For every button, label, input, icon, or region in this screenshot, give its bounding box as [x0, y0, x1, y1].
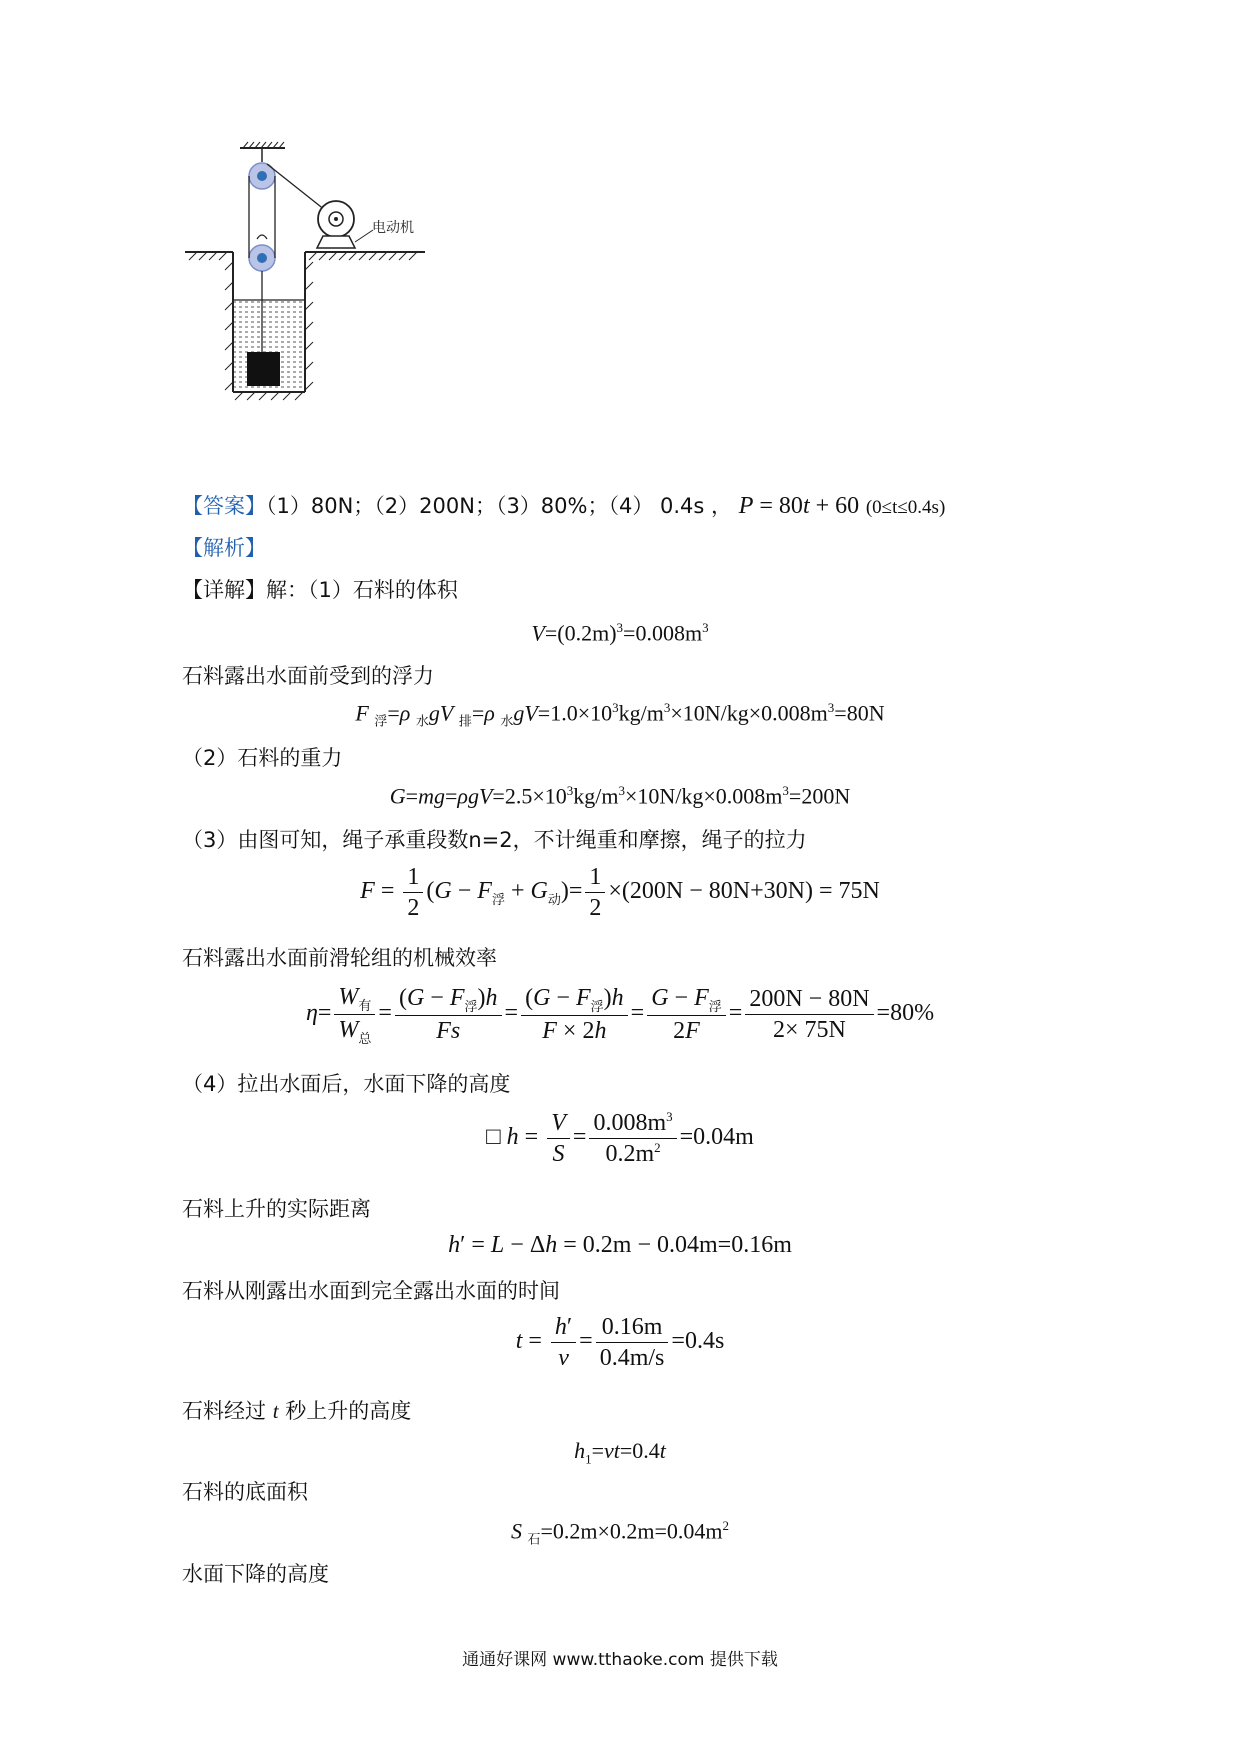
answer-tag: 【答案】 [182, 494, 266, 518]
gravity-label: （2）石料的重力 [182, 746, 343, 770]
analysis-tag: 【解析】 [182, 536, 266, 560]
gravity-equation: $G=mg=\rho gV=2.5\times 10^3kg/m^3\times 10N/kg\times 0.008m^3=200N$ [389, 783, 851, 809]
answer-range: (0≤t≤0.4s) [865, 497, 946, 518]
area-label: 石料的底面积 [182, 1480, 308, 1504]
height-label: 石料经过 t 秒上升的高度 [182, 1399, 412, 1423]
rise-equation: h′ = L − Δh = 0.2m − 0.04m=0.16m [448, 1232, 792, 1258]
rise-label: 石料上升的实际距离 [182, 1197, 371, 1221]
detail-line [182, 574, 458, 604]
buoyancy-equation: F $_浮$=ρ $_水$gV $_排$=ρ $_水gV=1.0\times 10^3kg/m^3\times 10N/kg\times 0.008m^3=80N$ [355, 700, 885, 729]
efficiency-equation: η= $\frac{W_有}{W_总}$ = $\frac{(G - F_浮)h}{Fs}$ = $\frac{(G - F_浮)h}{F \times 2h}$ = $\frac{G - F_浮}{2F}$ = $\frac{200N - 80N}{2\times 75N}$ =80% [305, 984, 935, 1046]
drop-equation: □ h = $\frac{V}{S}$ = $\frac{0.008m^3}{0.2m^2}$ =0.04m [486, 1109, 754, 1167]
height-equation: $h_1=vt=0.4t$ [574, 1438, 666, 1467]
pulley-diagram [185, 140, 485, 440]
buoyancy-label: 石料露出水面前受到的浮力 [182, 664, 434, 688]
time-equation: t = $\frac{h'}{v}$ = $\frac{0.16m}{0.4m/s}$ =0.4s [515, 1314, 725, 1371]
time-label: 石料从刚露出水面到完全露出水面的时间 [182, 1279, 560, 1303]
detail-tag: 【详解】 [182, 578, 266, 602]
footer-text: 通通好课网 www.tthaoke.com 提供下载 [462, 1650, 778, 1670]
detail-text: 解：（1）石料的体积 [266, 578, 458, 602]
drop-label: （4）拉出水面后，水面下降的高度 [182, 1072, 511, 1096]
volume-equation: $V=(0.2m)^3=0.008m^3$ [531, 620, 709, 646]
answer-line: 【答案】（1）80N；（2）200N；（3）80%；（4） 0.4s ， P = 80t + 60 (0≤t≤0.4s) [182, 493, 946, 519]
answer-text: （1）80N；（2）200N；（3）80%；（4） 0.4s ， [266, 494, 733, 518]
area-equation: S $_石=0.2m\times 0.2m=0.04m^2$ [510, 1518, 730, 1547]
tension-equation: F = $\frac{1}{2}$ $(G - F_浮 + G_动)=$ $\frac{1}{2}$ ×(200N − 80N+30N) = 75N [360, 864, 880, 921]
tension-label: （3）由图可知，绳子承重段数n=2，不计绳重和摩擦，绳子的拉力 [182, 828, 807, 852]
efficiency-label: 石料露出水面前滑轮组的机械效率 [182, 946, 497, 970]
water-drop-label: 水面下降的高度 [182, 1562, 329, 1586]
motor-label: 电动机 [372, 220, 414, 236]
